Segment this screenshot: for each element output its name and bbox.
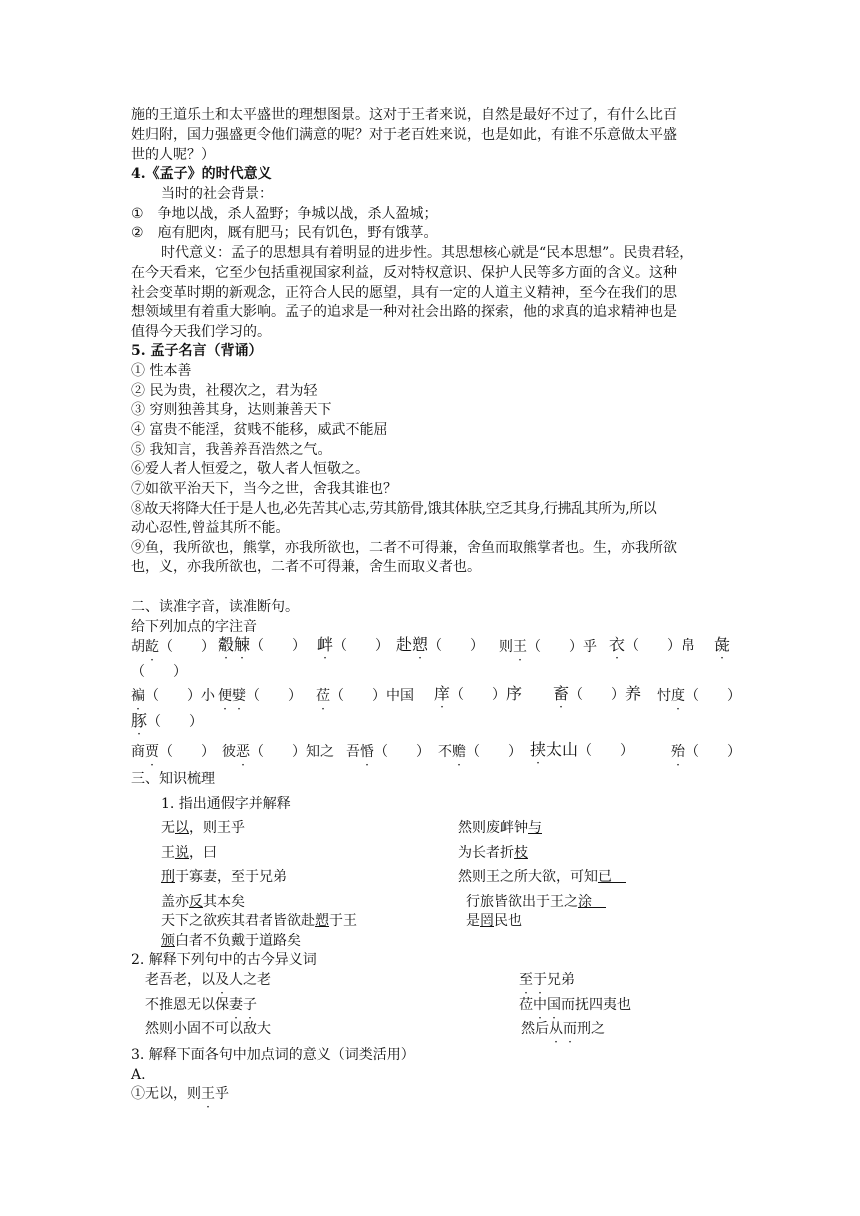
pinyin-item: 胡龁（ ） xyxy=(131,639,215,655)
dotted-char: 至 xyxy=(519,972,533,988)
part-subheading: 2. 解释下列句中的古今异义词 xyxy=(131,952,317,968)
answer-slot[interactable]: （ ） xyxy=(159,639,215,655)
quote-item: 也，义，亦我所欲也，二者不可得兼，舍生而取义者也。 xyxy=(131,559,481,575)
dotted-char: 从 xyxy=(549,1021,563,1037)
pinyin-item: 褊（ ）小 xyxy=(131,688,215,704)
dotted-char: 愬 xyxy=(412,635,429,654)
underlined-char: 罔 xyxy=(480,913,494,929)
pinyin-item: 挟太山（ ） xyxy=(530,740,635,759)
paragraph-line: 世的人呢？） xyxy=(131,147,215,163)
pinyin-item: 彼恶（ ）知之 xyxy=(222,744,334,760)
part-subheading: 3. 解释下面各句中加点词的意义（词类活用） xyxy=(131,1047,415,1063)
answer-slot[interactable]: （ ） xyxy=(569,687,626,703)
answer-slot[interactable]: （ ） xyxy=(578,743,635,759)
paragraph-line: 社会变革时期的新观念，正符合人民的愿望，具有一定的人道主义精神，至今在我们的思 xyxy=(131,285,677,301)
pinyin-item: 莅（ ）中国 xyxy=(316,688,414,704)
exercise-sentence: 然则小固不可以敌大 xyxy=(145,1021,271,1037)
quote-item: 动心忍性,曾益其所不能。 xyxy=(131,520,290,536)
exercise-sentence: 刑于寡妻，至于兄弟 xyxy=(161,869,287,885)
answer-slot[interactable]: （ ） xyxy=(250,744,306,760)
quote-item: ⑧故天将降大任于是人也,必先苦其心志,劳其筋骨,饿其体肤,空乏其身,行拂乱其所为,所以 xyxy=(131,501,657,517)
pinyin-item: 庠（ ）序 xyxy=(434,684,523,703)
quote-item: ⑦如欲平治天下，当今之世，舍我其谁也？ xyxy=(131,481,397,497)
background-label: 当时的社会背景： xyxy=(161,186,273,202)
pinyin-item xyxy=(218,636,306,655)
answer-slot[interactable]: （ ） xyxy=(685,688,741,704)
pinyin-item xyxy=(131,712,203,731)
pinyin-item xyxy=(671,743,741,761)
exercise-sentence: 莅中国而抚四夷也 xyxy=(519,997,631,1013)
underlined-char: 枝 xyxy=(514,845,528,861)
dotted-char: 畜 xyxy=(553,684,570,703)
underlined-char: 颁 xyxy=(161,933,175,949)
underlined-char: 涂 xyxy=(578,894,606,910)
dotted-char: 中 xyxy=(533,997,547,1013)
underlined-char: 反 xyxy=(189,894,203,910)
exercise-sentence: 天下之欲疾其君者皆欲赴愬于王 xyxy=(161,913,357,929)
underlined-char: 以 xyxy=(175,820,189,836)
dotted-char: 觫 xyxy=(234,635,251,654)
dotted-char: 殆 xyxy=(671,744,685,760)
exercise-sentence: 为长者折枝 xyxy=(458,845,528,861)
exercise-sentence: 然后从而刑之 xyxy=(521,1021,605,1037)
answer-slot[interactable]: （ ） xyxy=(333,638,390,654)
answer-slot[interactable]: （ ） xyxy=(145,688,201,704)
answer-slot[interactable]: （ ） xyxy=(527,639,583,655)
pinyin-item: 则王（ ）乎 xyxy=(499,639,597,655)
pinyin-item: 畜（ ）养 xyxy=(553,684,642,703)
exercise-sentence: 然则王之所大欲，可知已 xyxy=(458,869,626,885)
list-item xyxy=(131,224,438,242)
answer-slot[interactable]: （ ） xyxy=(147,714,204,730)
quote-item: ③ 穷则独善其身，达则兼善天下 xyxy=(131,402,332,418)
quote-item: ⑤ 我知言，我善养吾浩然之气。 xyxy=(131,442,332,458)
pinyin-row xyxy=(131,638,215,656)
dotted-char: 彘 xyxy=(714,635,731,654)
quote-item: ① 性本善 xyxy=(131,363,192,379)
part-heading: 二、读准字音，读准断句。 xyxy=(131,599,299,615)
exercise-sentence: 无以，则王乎 xyxy=(161,820,245,836)
underlined-char: 已 xyxy=(598,869,626,885)
answer-slot[interactable]: （ ） xyxy=(374,744,430,760)
answer-slot[interactable]: （ ） xyxy=(250,638,307,654)
dotted-char: 便 xyxy=(218,688,232,704)
dotted-char: 子 xyxy=(243,997,257,1013)
answer-slot[interactable]: （ ） xyxy=(685,744,741,760)
underlined-char: 愬 xyxy=(315,913,329,929)
pinyin-item xyxy=(317,636,389,655)
dotted-char: 于 xyxy=(533,972,547,988)
answer-slot[interactable]: （ ） xyxy=(450,687,507,703)
dotted-char: 衅 xyxy=(317,635,334,654)
dotted-char: 王 xyxy=(201,1086,215,1102)
paragraph-line: 姓归附，国力强盛更令他们满意的呢？对于老百姓来说，也是如此，有谁不乐意做太平盛 xyxy=(131,127,677,143)
item-text: 争地以战，杀人盈野；争城以战，杀人盈城； xyxy=(157,206,438,222)
dotted-char: 嬖 xyxy=(232,688,246,704)
pinyin-item: 商贾（ ） xyxy=(131,744,215,760)
exercise-sentence: ①无以，则王乎 xyxy=(131,1086,229,1102)
dotted-char: 惛 xyxy=(360,744,374,760)
pinyin-item xyxy=(714,636,730,654)
exercise-sentence: 至于兄弟 xyxy=(519,972,575,988)
exercise-sentence: 王说，曰 xyxy=(161,845,217,861)
item-number: ① xyxy=(131,206,144,222)
quote-item: ⑨鱼，我所欲也，熊掌，亦我所欲也，二者不可得兼，舍鱼而取熊掌者也。生，亦我所欲 xyxy=(131,540,677,556)
part-heading: 三、知识梳理 xyxy=(131,771,215,787)
answer-slot[interactable]: （ ） xyxy=(330,688,386,704)
answer-slot[interactable]: （ ） xyxy=(625,638,682,654)
group-label: A. xyxy=(131,1067,146,1083)
answer-slot[interactable]: （ ） xyxy=(428,638,485,654)
exercise-sentence: 盖亦反其本矣 xyxy=(161,894,245,910)
answer-slot[interactable]: （ ） xyxy=(159,744,215,760)
quote-item: ④ 富贵不能淫，贫贱不能移，威武不能屈 xyxy=(131,422,388,438)
section-heading: 4.《孟子》的时代意义 xyxy=(131,166,272,182)
pinyin-item: 吾惛（ ） xyxy=(346,744,430,760)
paragraph-line: 想领域里有着重大影响。孟子的追求是一种对社会出路的探索，他的求真的追求精神也是 xyxy=(131,304,677,320)
dotted-char: 挟 xyxy=(530,740,547,759)
quote-item: ② 民为贵，社稷次之，君为轻 xyxy=(131,383,318,399)
paragraph-line: 值得今天我们学习的。 xyxy=(131,324,271,340)
exercise-sentence: 然则废衅钟与 xyxy=(458,820,542,836)
paragraph-line: 在今天看来，它至少包括重视国家利益，反对特权意识、保护人民等多方面的含义。这种 xyxy=(131,265,677,281)
pinyin-item xyxy=(218,687,302,705)
dotted-char: 庠 xyxy=(434,684,451,703)
answer-slot[interactable]: （ ） xyxy=(466,744,522,760)
dotted-char: 国 xyxy=(547,997,561,1013)
pinyin-item: 忖度（ ） xyxy=(657,688,741,704)
quote-item: ⑥爱人者人恒爱之，敬人者人恒敬之。 xyxy=(131,461,369,477)
dotted-char: 褊 xyxy=(131,688,145,704)
dotted-char: 赡 xyxy=(452,744,466,760)
dotted-char: 度 xyxy=(671,688,685,704)
item-text: 庖有肥肉，厩有肥马；民有饥色，野有饿莩。 xyxy=(157,225,438,241)
paragraph-line: 施的王道乐土和太平盛世的理想图景。这对于王者来说，自然是最好不过了，有什么比百 xyxy=(131,107,677,123)
exercise-sentence: 老吾老，以及人之老 xyxy=(145,972,271,988)
dotted-char: 豚 xyxy=(131,711,148,730)
paragraph-line: 时代意义：孟子的思想具有着明显的进步性。其思想核心就是“民本思想”。民贵君轻， xyxy=(161,245,694,261)
answer-slot[interactable]: （ ） xyxy=(131,664,187,680)
dotted-char: 恶 xyxy=(236,744,250,760)
exercise-sentence: 颁白者不负戴于道路矣 xyxy=(161,933,301,949)
dotted-char: 而 xyxy=(563,1021,577,1037)
exercise-sentence: 行旅皆欲出于王之涂 xyxy=(466,894,606,910)
dotted-char: 妻 xyxy=(229,997,243,1013)
pinyin-item: 衣（ ）帛 xyxy=(609,635,696,654)
section-heading: 5. 孟子名言（背诵） xyxy=(131,343,263,359)
dotted-char: 王 xyxy=(513,639,527,655)
exercise-sentence: 是罔民也 xyxy=(466,913,522,929)
dotted-char: 龁 xyxy=(145,639,159,655)
underlined-char: 刑 xyxy=(161,869,175,885)
dotted-char: 及 xyxy=(215,972,229,988)
underlined-char: 说 xyxy=(175,845,189,861)
list-item xyxy=(131,205,438,223)
exercise-sentence: 不推恩无以保妻子 xyxy=(145,997,257,1013)
part-subheading: 1. 指出通假字并解释 xyxy=(161,796,291,812)
part-subheading: 给下列加点的字注音 xyxy=(131,619,257,635)
pinyin-item: 赴愬（ ） xyxy=(396,635,485,654)
dotted-char: 衣 xyxy=(609,635,626,654)
pinyin-item: 不赡（ ） xyxy=(438,744,522,760)
answer-slot[interactable]: （ ） xyxy=(246,688,302,704)
dotted-char: 贾 xyxy=(145,744,159,760)
underlined-char: 与 xyxy=(528,820,542,836)
dotted-char: 莅 xyxy=(316,688,330,704)
dotted-char: 觳 xyxy=(218,635,235,654)
item-number: ② xyxy=(131,225,144,241)
